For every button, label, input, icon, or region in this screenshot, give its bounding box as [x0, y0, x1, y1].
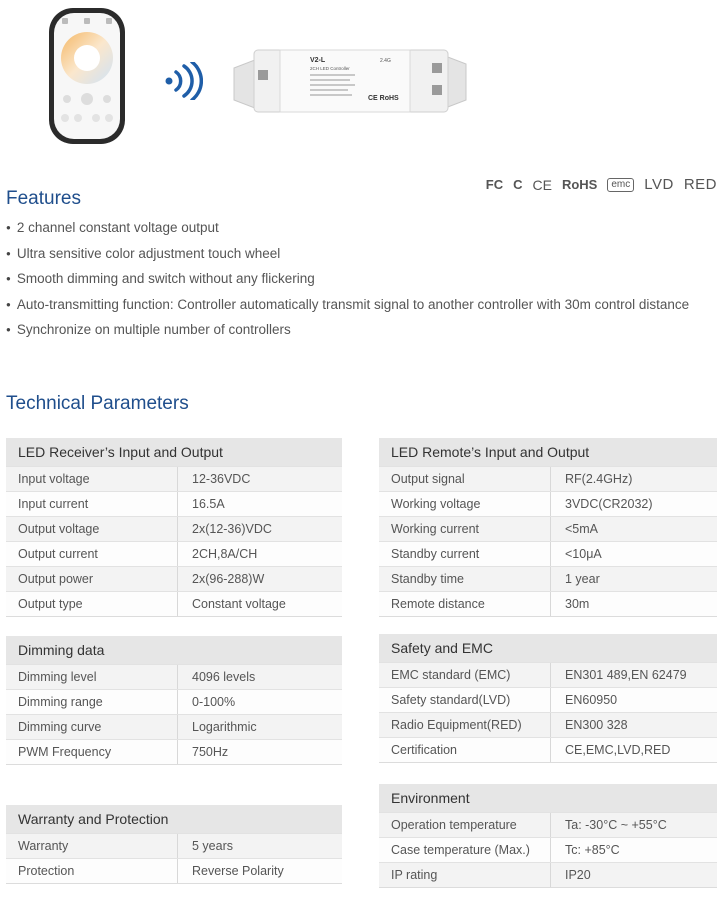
- warranty-table-header: Warranty and Protection: [6, 805, 342, 833]
- param-value: RF(2.4GHz): [565, 472, 633, 486]
- dimming-table: [6, 636, 342, 765]
- table-row: [6, 591, 342, 616]
- param-value: 750Hz: [192, 745, 229, 759]
- wireless-signal-icon: [163, 62, 203, 100]
- receiver-table-header: LED Receiver’s Input and Output: [6, 438, 342, 466]
- param-name: Protection: [6, 859, 178, 883]
- param-name: Output current: [6, 542, 178, 566]
- table-row: [379, 541, 717, 566]
- param-name: Input current: [6, 492, 178, 516]
- param-value: EN300 328: [565, 718, 628, 732]
- table-row: [6, 664, 342, 689]
- product-hero: [0, 0, 723, 175]
- param-name: PWM Frequency: [6, 740, 178, 764]
- param-value: 12-36VDC: [192, 472, 251, 486]
- param-name: Dimming level: [6, 665, 178, 689]
- c-tick-mark: C: [513, 177, 523, 192]
- table-row: [6, 466, 342, 491]
- table-row: [379, 566, 717, 591]
- dimming-table-header: Dimming data: [6, 636, 342, 664]
- controller-sublabel: 2CH LED Controller: [310, 66, 350, 71]
- table-row: [379, 812, 717, 837]
- touch-wheel-remote-icon: [47, 6, 127, 146]
- param-name: Working voltage: [379, 492, 551, 516]
- controller-ce-rohs: CE RoHS: [368, 95, 399, 102]
- param-value: 4096 levels: [192, 670, 256, 684]
- param-value: IP20: [565, 868, 591, 882]
- param-name: Dimming range: [6, 690, 178, 714]
- param-value: Reverse Polarity: [192, 864, 284, 878]
- param-name: Standby current: [379, 542, 551, 566]
- param-value: 2x(96-288)W: [192, 572, 265, 586]
- remote-table-header: LED Remote’s Input and Output: [379, 438, 717, 466]
- param-name: Safety standard(LVD): [379, 688, 551, 712]
- param-value: <10μA: [565, 547, 602, 561]
- param-value: Ta: -30°C ~ +55°C: [565, 818, 667, 832]
- environment-table: [379, 784, 717, 888]
- table-row: [379, 837, 717, 862]
- table-row: [379, 862, 717, 887]
- table-row: [6, 491, 342, 516]
- param-value: 5 years: [192, 839, 233, 853]
- rohs-mark: RoHS: [561, 177, 598, 192]
- param-value: 0-100%: [192, 695, 236, 709]
- param-value: 2x(12-36)VDC: [192, 522, 272, 536]
- table-row: [379, 591, 717, 616]
- table-row: [6, 541, 342, 566]
- param-name: Output power: [6, 567, 178, 591]
- table-row: [379, 712, 717, 737]
- param-value: 30m: [565, 597, 590, 611]
- emc-mark: emc: [607, 178, 634, 192]
- led-controller-module-icon: [230, 38, 470, 124]
- feature-item: ● Ultra sensitive color adjustment touch wheel: [6, 244, 689, 270]
- remote-table: [379, 438, 717, 617]
- features-title: Features: [6, 188, 81, 209]
- receiver-table: [6, 438, 342, 617]
- safety-emc-table: [379, 634, 717, 763]
- environment-table-header: Environment: [379, 784, 717, 812]
- fc-mark: FC: [485, 177, 504, 192]
- feature-item: ● Synchronize on multiple number of controllers: [6, 320, 689, 346]
- param-value: EN301 489,EN 62479: [565, 668, 687, 682]
- table-row: [6, 833, 342, 858]
- warranty-table: [6, 805, 342, 884]
- table-row: [379, 466, 717, 491]
- table-row: [6, 689, 342, 714]
- certification-marks: [486, 176, 717, 193]
- param-name: Standby time: [379, 567, 551, 591]
- controller-label: V2-L: [310, 57, 326, 64]
- param-value: Constant voltage: [192, 597, 286, 611]
- param-name: Certification: [379, 738, 551, 762]
- param-name: Remote distance: [379, 592, 551, 616]
- param-value: Logarithmic: [192, 720, 257, 734]
- table-row: [6, 739, 342, 764]
- param-name: Dimming curve: [6, 715, 178, 739]
- table-row: [6, 858, 342, 883]
- param-name: Output voltage: [6, 517, 178, 541]
- feature-item: ● Auto-transmitting function: Controller automatically transmit signal to another controller with 30m control distance: [6, 295, 689, 321]
- param-value: EN60950: [565, 693, 618, 707]
- param-name: IP rating: [379, 863, 551, 887]
- ce-mark: CE: [532, 176, 552, 193]
- param-name: EMC standard (EMC): [379, 663, 551, 687]
- param-name: Operation temperature: [379, 813, 551, 837]
- table-row: [379, 662, 717, 687]
- table-row: [379, 516, 717, 541]
- table-row: [6, 566, 342, 591]
- param-value: 16.5A: [192, 497, 225, 511]
- param-name: Working current: [379, 517, 551, 541]
- param-value: 3VDC(CR2032): [565, 497, 653, 511]
- param-name: Output signal: [379, 467, 551, 491]
- param-name: Input voltage: [6, 467, 178, 491]
- param-name: Case temperature (Max.): [379, 838, 551, 862]
- param-name: Radio Equipment(RED): [379, 713, 551, 737]
- param-value: 1 year: [565, 572, 600, 586]
- red-mark: RED: [683, 176, 717, 193]
- table-row: [379, 491, 717, 516]
- safety-emc-table-header: Safety and EMC: [379, 634, 717, 662]
- param-name: Warranty: [6, 834, 178, 858]
- param-value: <5mA: [565, 522, 599, 536]
- lvd-mark: LVD: [644, 176, 674, 193]
- param-name: Output type: [6, 592, 178, 616]
- features-list: [6, 218, 689, 346]
- param-value: CE,EMC,LVD,RED: [565, 743, 671, 757]
- feature-item: ● 2 channel constant voltage output: [6, 218, 689, 244]
- param-value: Tc: +85°C: [565, 843, 620, 857]
- table-row: [379, 737, 717, 762]
- technical-parameters-title: Technical Parameters: [6, 393, 189, 414]
- table-row: [379, 687, 717, 712]
- table-row: [6, 516, 342, 541]
- param-value: 2CH,8A/CH: [192, 547, 258, 561]
- table-row: [6, 714, 342, 739]
- feature-item: ● Smooth dimming and switch without any flickering: [6, 269, 689, 295]
- controller-band: 2.4G: [380, 58, 391, 64]
